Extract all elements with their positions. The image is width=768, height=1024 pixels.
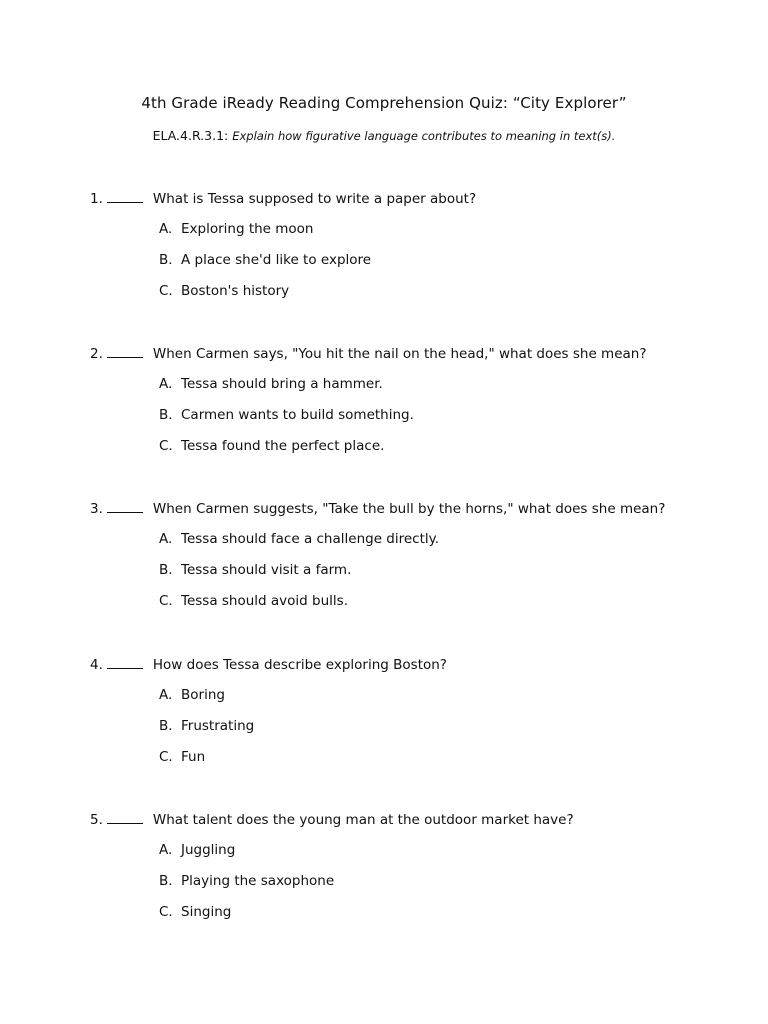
standard-line bbox=[0, 128, 768, 143]
answer-option-b bbox=[159, 405, 414, 425]
standard-code: ELA.4.R.3.1: bbox=[152, 128, 229, 143]
option-text: Tessa should bring a hammer. bbox=[181, 376, 383, 392]
question-number: 1. bbox=[90, 191, 103, 207]
answer-option-c bbox=[159, 902, 231, 922]
answer-option-c bbox=[159, 591, 348, 611]
option-text: Tessa should face a challenge directly. bbox=[181, 531, 439, 547]
answer-option-b bbox=[159, 716, 254, 736]
question-4 bbox=[90, 655, 730, 765]
option-text: Singing bbox=[181, 904, 232, 920]
question-number: 3. bbox=[90, 501, 103, 517]
question-text: How does Tessa describe exploring Boston? bbox=[152, 657, 447, 673]
option-text: Playing the saxophone bbox=[181, 873, 335, 889]
option-letter: A. bbox=[159, 376, 173, 392]
answer-blank[interactable] bbox=[107, 344, 143, 358]
question-3 bbox=[90, 499, 730, 609]
answer-blank[interactable] bbox=[107, 810, 143, 824]
question-text: What talent does the young man at the outdoor market have? bbox=[152, 812, 574, 828]
question-text: When Carmen says, "You hit the nail on the head," what does she mean? bbox=[152, 346, 647, 362]
option-letter: C. bbox=[159, 749, 173, 765]
question-number: 4. bbox=[90, 657, 103, 673]
option-text: Tessa found the perfect place. bbox=[181, 438, 385, 454]
answer-option-c bbox=[159, 747, 205, 767]
question-text: When Carmen suggests, "Take the bull by the horns," what does she mean? bbox=[152, 501, 666, 517]
option-letter: A. bbox=[159, 221, 173, 237]
standard-description: Explain how figurative language contributes to meaning in text(s). bbox=[232, 129, 616, 143]
option-text: Boston's history bbox=[181, 283, 290, 299]
option-letter: C. bbox=[159, 438, 173, 454]
answer-option-b bbox=[159, 560, 351, 580]
option-letter: A. bbox=[159, 687, 173, 703]
answer-option-c bbox=[159, 281, 289, 301]
answer-blank[interactable] bbox=[107, 655, 143, 669]
question-2 bbox=[90, 344, 730, 454]
option-text: Exploring the moon bbox=[181, 221, 314, 237]
option-letter: B. bbox=[159, 252, 173, 268]
answer-blank[interactable] bbox=[107, 189, 143, 203]
option-text: Tessa should visit a farm. bbox=[181, 562, 352, 578]
option-text: Juggling bbox=[181, 842, 236, 858]
answer-option-a bbox=[159, 374, 383, 394]
option-letter: A. bbox=[159, 842, 173, 858]
option-text: Fun bbox=[181, 749, 206, 765]
option-text: Frustrating bbox=[181, 718, 255, 734]
answer-option-b bbox=[159, 871, 334, 891]
question-number: 2. bbox=[90, 346, 103, 362]
answer-option-a bbox=[159, 219, 314, 239]
question-1 bbox=[90, 189, 730, 299]
option-letter: C. bbox=[159, 904, 173, 920]
option-letter: B. bbox=[159, 562, 173, 578]
answer-option-a bbox=[159, 529, 439, 549]
option-text: A place she'd like to explore bbox=[181, 252, 372, 268]
answer-option-b bbox=[159, 250, 371, 270]
option-text: Tessa should avoid bulls. bbox=[181, 593, 348, 609]
option-letter: C. bbox=[159, 283, 173, 299]
option-letter: C. bbox=[159, 593, 173, 609]
answer-option-a bbox=[159, 685, 225, 705]
question-number: 5. bbox=[90, 812, 103, 828]
option-letter: A. bbox=[159, 531, 173, 547]
answer-blank[interactable] bbox=[107, 499, 143, 513]
quiz-title: 4th Grade iReady Reading Comprehension Quiz: “City Explorer” bbox=[141, 94, 627, 112]
question-text: What is Tessa supposed to write a paper about? bbox=[152, 191, 477, 207]
question-5 bbox=[90, 810, 730, 920]
option-letter: B. bbox=[159, 407, 173, 423]
option-letter: B. bbox=[159, 873, 173, 889]
option-text: Boring bbox=[181, 687, 225, 703]
answer-option-a bbox=[159, 840, 235, 860]
option-text: Carmen wants to build something. bbox=[181, 407, 414, 423]
option-letter: B. bbox=[159, 718, 173, 734]
answer-option-c bbox=[159, 436, 384, 456]
